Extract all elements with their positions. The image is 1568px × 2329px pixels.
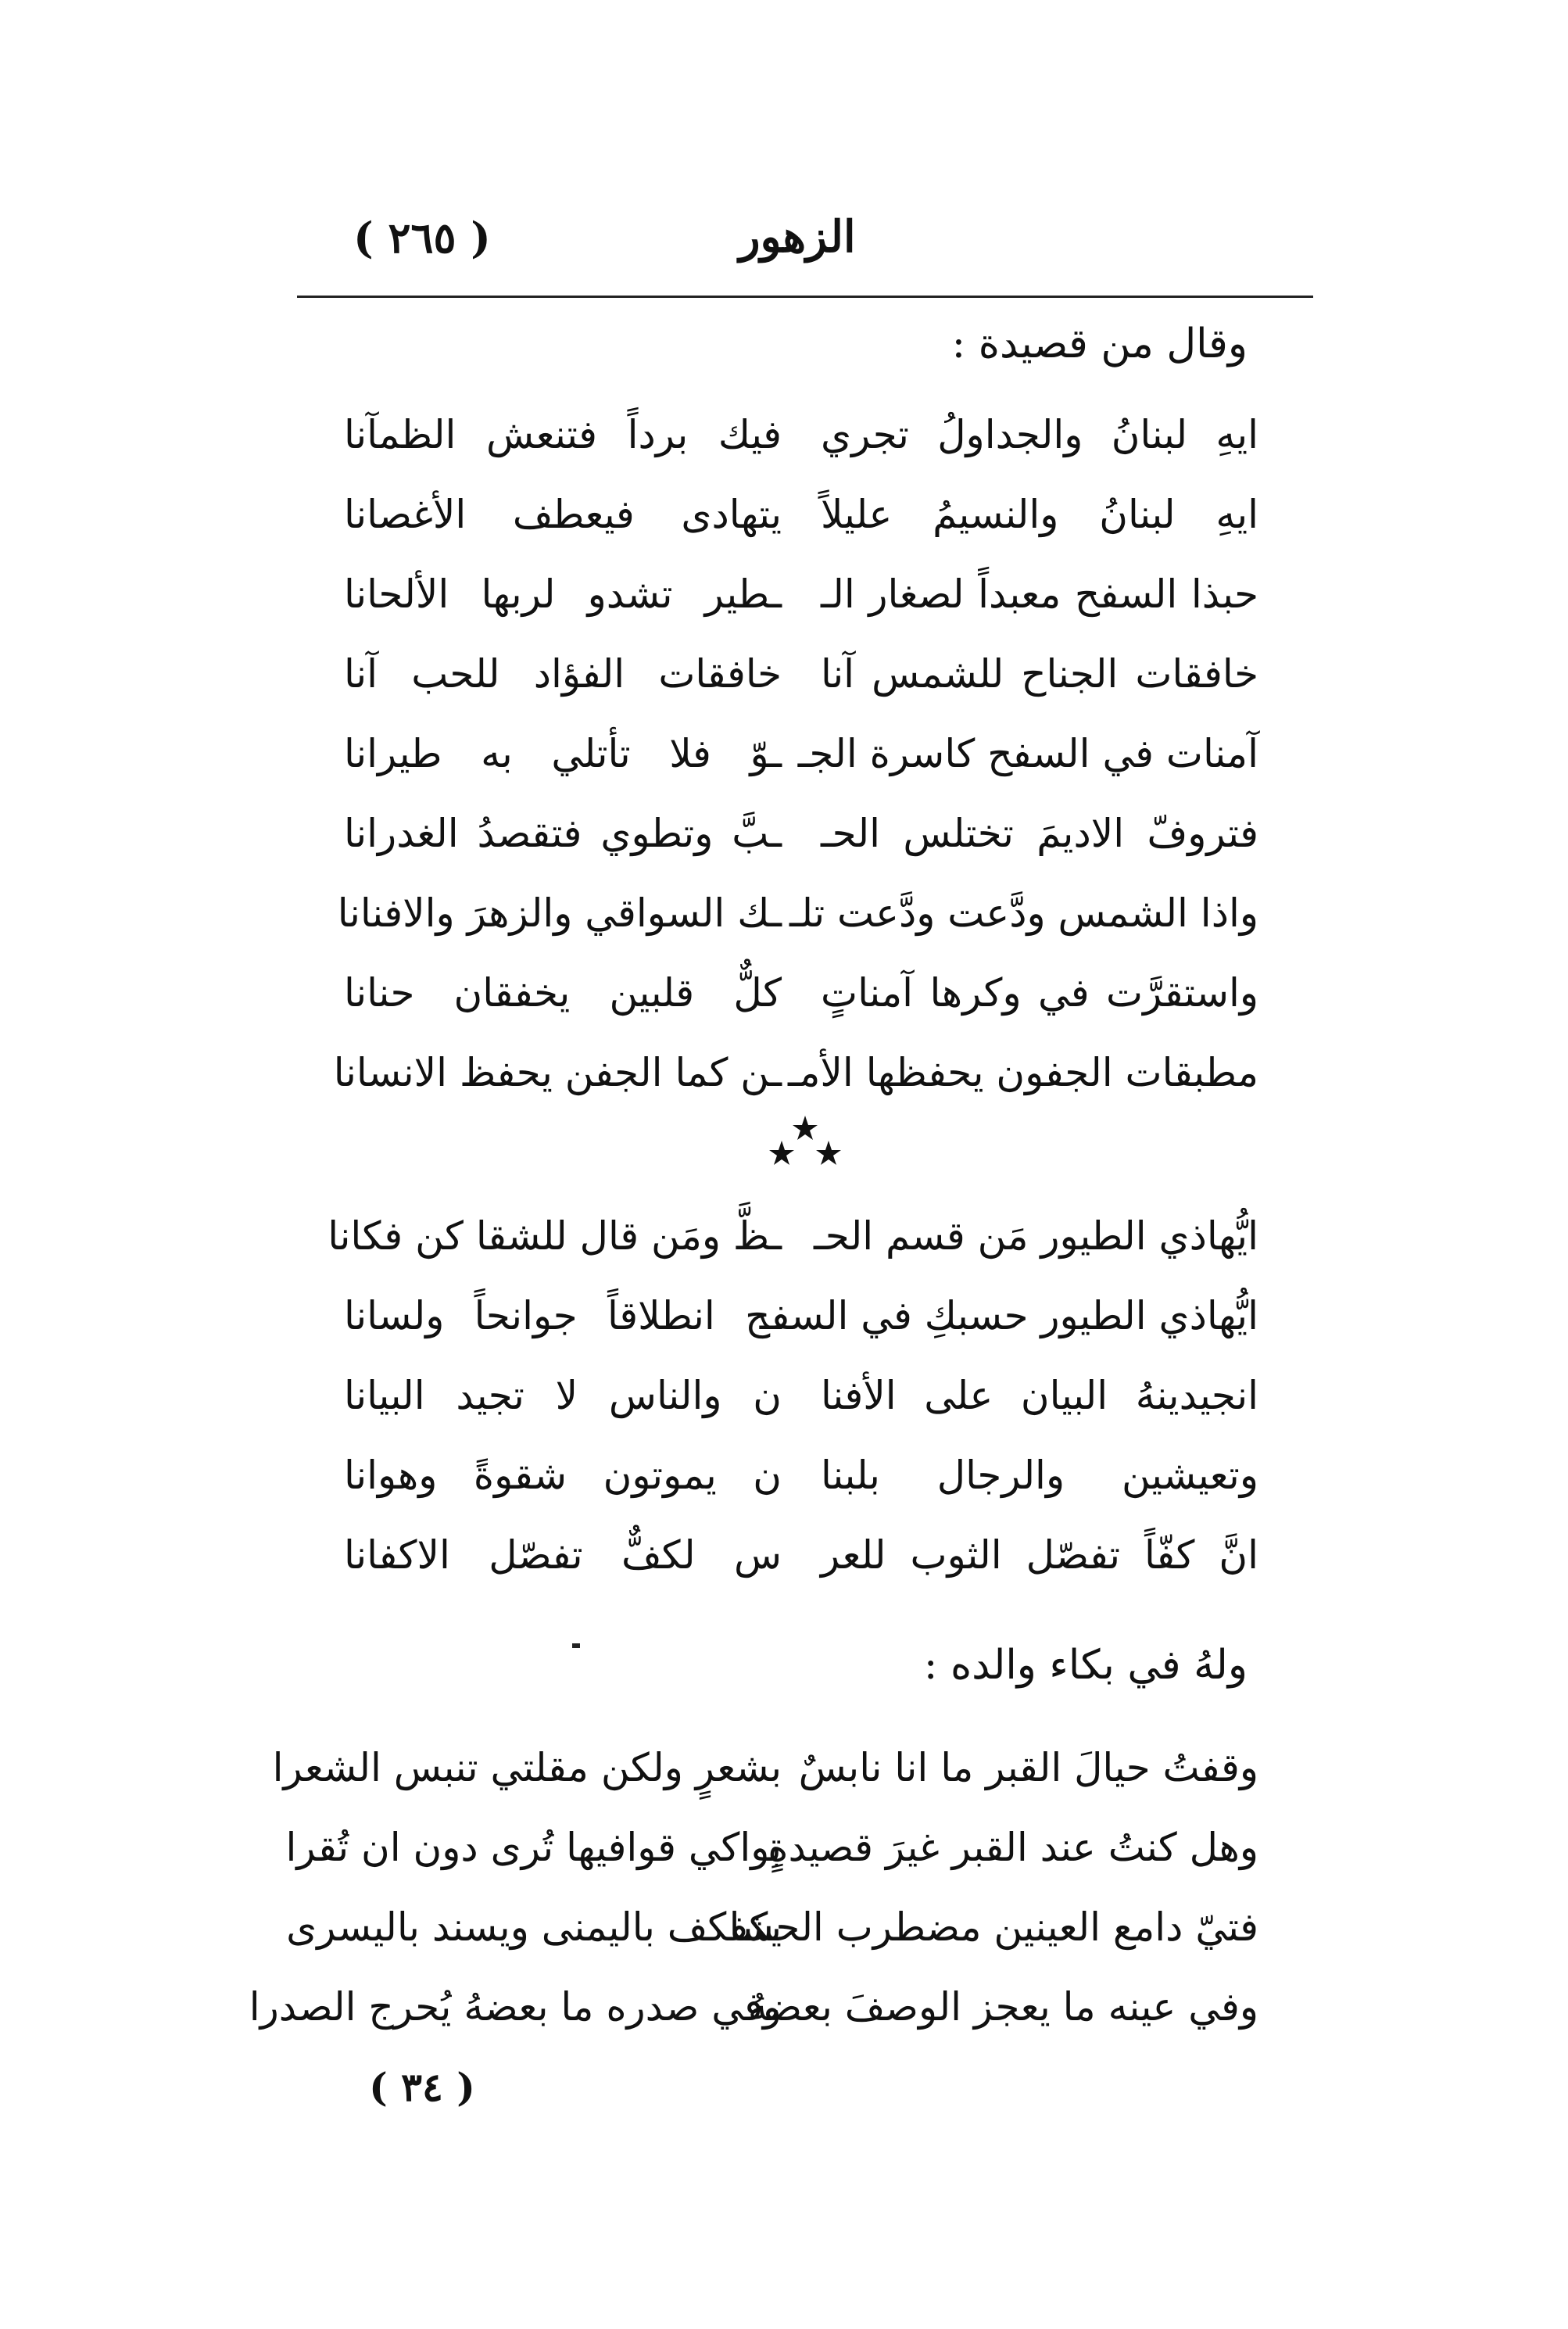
verse — [344, 1356, 1258, 1435]
page-number: ( ٢٦٥ ) — [353, 213, 491, 263]
verse — [344, 1276, 1258, 1356]
section2-poem — [328, 1196, 1258, 1595]
hemistich-second: ـطير تشدو لربها الألحانا — [344, 572, 782, 617]
hemistich-first: ايُّهاذي الطيور مَن قسم الحـ — [814, 1213, 1258, 1259]
star-top — [793, 1116, 818, 1140]
verse — [337, 873, 1258, 953]
verse — [344, 953, 1258, 1033]
hemistich-second: ـظَّ ومَن قال للشقا كن فكانا — [328, 1213, 782, 1259]
hemistich-first: آمنات في السفح كاسرة الجـ — [797, 731, 1258, 776]
signature-mark: ( ٣٤ ) — [369, 2064, 475, 2110]
asterism-ornament — [758, 1114, 852, 1169]
header-rule — [297, 296, 1313, 298]
hemistich-second: يكفكف باليمنى ويسند باليسرى — [286, 1904, 782, 1950]
verse — [285, 1808, 1258, 1887]
hemistich-first: وفي عينه ما يعجز الوصفَ بعضهُ — [747, 1984, 1258, 2030]
hemistich-first: ايهِ لبنانُ والنسيمُ عليلاً — [821, 492, 1258, 537]
hemistich-second: فيك برداً فتنعش الظمآنا — [344, 412, 782, 457]
verse — [344, 794, 1258, 873]
running-title: الزهور — [739, 211, 856, 263]
hemistich-first: وقفتُ حيالَ القبر ما انا نابسٌ — [798, 1745, 1258, 1790]
hemistich-second: ـح انطلاقاً جوانحاً ولسانا — [344, 1293, 782, 1338]
verse — [344, 1515, 1258, 1595]
verse — [328, 1196, 1258, 1276]
hemistich-second: كلٌّ قلبين يخفقان حنانا — [344, 970, 782, 1016]
hemistich-first: ايهِ لبنانُ والجداولُ تجري — [821, 412, 1258, 457]
hemistich-second: ن يموتون شقوةً وهوانا — [344, 1453, 782, 1498]
verse — [344, 634, 1258, 714]
verse — [344, 714, 1258, 794]
verse — [272, 1728, 1258, 1808]
section3-intro: ولهُ في بكاء والده : — [923, 1642, 1248, 1689]
hemistich-second: وفي صدره ما بعضهُ يُحرج الصدرا — [249, 1984, 782, 2030]
hemistich-first: انجيدينهُ البيان على الأفنا — [821, 1373, 1258, 1418]
verse — [344, 475, 1258, 554]
hemistich-second: ـن كما الجفن يحفظ الانسانا — [333, 1050, 782, 1095]
hemistich-second: ن والناس لا تجيد البيانا — [344, 1373, 782, 1418]
hemistich-first: فتيّ دامع العينين مضطرب الحشا — [729, 1904, 1258, 1950]
stray-dot — [572, 1643, 580, 1648]
hemistich-first: انَّ كفّاً تفصّل الثوب للعر — [821, 1532, 1258, 1578]
verse — [344, 554, 1258, 634]
hemistich-second: بواكي قوافيها تُرى دون ان تُقرا — [285, 1825, 782, 1870]
section1-intro: وقال من قصيدة : — [951, 321, 1248, 367]
section3-poem — [249, 1728, 1258, 2047]
hemistich-first: فتروفّ الاديمَ تختلس الحـ — [821, 811, 1258, 856]
star-left — [769, 1141, 794, 1165]
hemistich-second: ـوّ فلا تأتلي به طيرانا — [344, 731, 782, 776]
verse — [344, 395, 1258, 475]
hemistich-first: مطبقات الجفون يحفظها الأمـ — [787, 1050, 1258, 1095]
hemistich-first: وتعيشين والرجال بلبنا — [821, 1453, 1258, 1498]
section1-poem — [333, 395, 1258, 1113]
hemistich-first: خافقات الجناح للشمس آنا — [821, 651, 1258, 697]
verse — [344, 1435, 1258, 1515]
hemistich-first: وهل كنتُ عند القبر غيرَ قصيدةٍ — [768, 1825, 1258, 1870]
hemistich-second: خافقات الفؤاد للحب آنا — [344, 651, 782, 697]
hemistich-first: واذا الشمس ودَّعت ودَّعت تلـ — [789, 890, 1258, 936]
star-right — [816, 1141, 841, 1165]
hemistich-second: يتهادى فيعطف الأغصانا — [344, 492, 782, 537]
hemistich-second: س لكفٌّ تفصّل الاكفانا — [344, 1532, 782, 1578]
verse — [333, 1033, 1258, 1113]
verse — [286, 1887, 1258, 1967]
hemistich-second: بشعرٍ ولكن مقلتي تنبس الشعرا — [272, 1745, 782, 1790]
verse — [249, 1967, 1258, 2047]
hemistich-first: حبذا السفح معبداً لصغار الـ — [821, 572, 1258, 617]
hemistich-first: ايُّهاذي الطيور حسبكِ في السفـ — [759, 1293, 1258, 1338]
hemistich-first: واستقرَّت في وكرها آمناتٍ — [821, 970, 1258, 1016]
hemistich-second: ـبَّ وتطوي فتقصدُ الغدرانا — [344, 811, 782, 856]
hemistich-second: ـك السواقي والزهرَ والافنانا — [337, 890, 782, 936]
